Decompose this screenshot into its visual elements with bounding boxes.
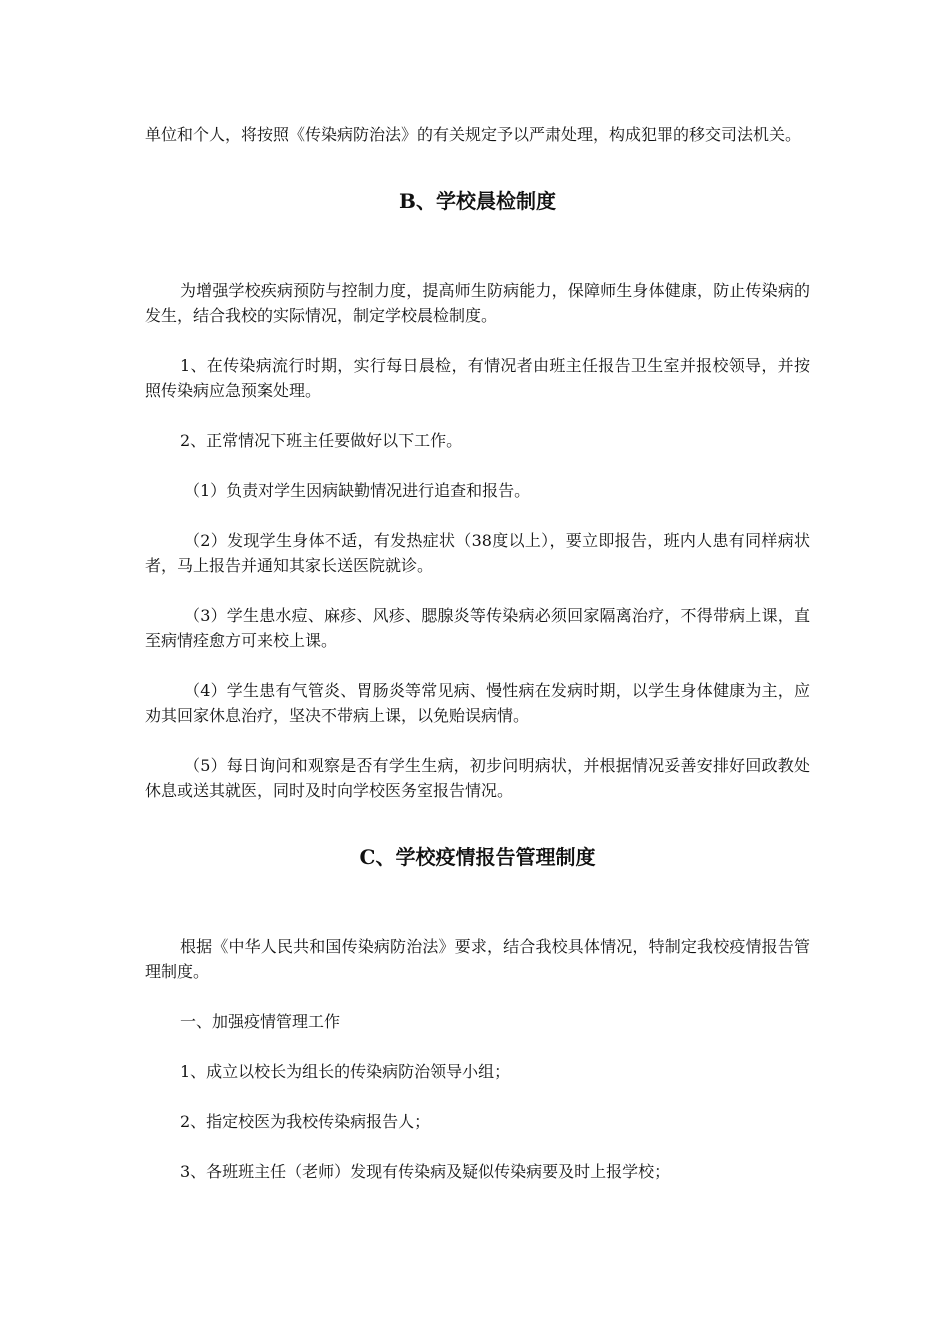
section-c-paragraph: 3、各班班主任（老师）发现有传染病及疑似传染病要及时上报学校； bbox=[180, 1162, 671, 1181]
section-b-paragraph: 为增强学校疾病预防与控制力度，提高师生防病能力，保障师生身体健康，防止传染病的发生，结合我校的实际情况，制定学校晨检制度。 bbox=[145, 281, 810, 325]
section-b-paragraph: 1、在传染病流行时期，实行每日晨检，有情况者由班主任报告卫生室并报校领导，并按照传染病应急预案处理。 bbox=[145, 356, 810, 400]
intro-paragraph: 单位和个人，将按照《传染病防治法》的有关规定予以严肃处理，构成犯罪的移交司法机关。 bbox=[145, 125, 802, 144]
section-b-paragraph: （2）发现学生身体不适，有发热症状（38度以上），要立即报告，班内人患有同样病状者，马上报告并通知其家长送医院就诊。 bbox=[145, 531, 810, 575]
section-b-paragraph: （4）学生患有气管炎、胃肠炎等常见病、慢性病在发病时期，以学生身体健康为主，应劝其回家休息治疗，坚决不带病上课，以免贻误病情。 bbox=[145, 681, 810, 725]
section-b-paragraph: 2、正常情况下班主任要做好以下工作。 bbox=[180, 431, 463, 450]
section-c-heading: C、学校疫情报告管理制度 bbox=[359, 845, 596, 869]
section-b-paragraph: （3）学生患水痘、麻疹、风疹、腮腺炎等传染病必须回家隔离治疗，不得带病上课，直至病情痊愈方可来校上课。 bbox=[145, 606, 810, 650]
section-b-paragraph: （5）每日询问和观察是否有学生生病，初步问明病状，并根据情况妥善安排好回政教处休息或送其就医，同时及时向学校医务室报告情况。 bbox=[145, 756, 810, 800]
section-c-paragraph: 一、加强疫情管理工作 bbox=[180, 1012, 341, 1031]
section-c-paragraph: 2、指定校医为我校传染病报告人； bbox=[180, 1112, 431, 1131]
section-c-paragraph: 根据《中华人民共和国传染病防治法》要求，结合我校具体情况，特制定我校疫情报告管理制度。 bbox=[145, 937, 810, 981]
section-b-paragraph: （1）负责对学生因病缺勤情况进行追查和报告。 bbox=[184, 481, 531, 500]
section-b-heading: B、学校晨检制度 bbox=[399, 189, 556, 213]
document-page bbox=[145, 122, 810, 1184]
section-c-paragraph: 1、成立以校长为组长的传染病防治领导小组； bbox=[180, 1062, 511, 1081]
